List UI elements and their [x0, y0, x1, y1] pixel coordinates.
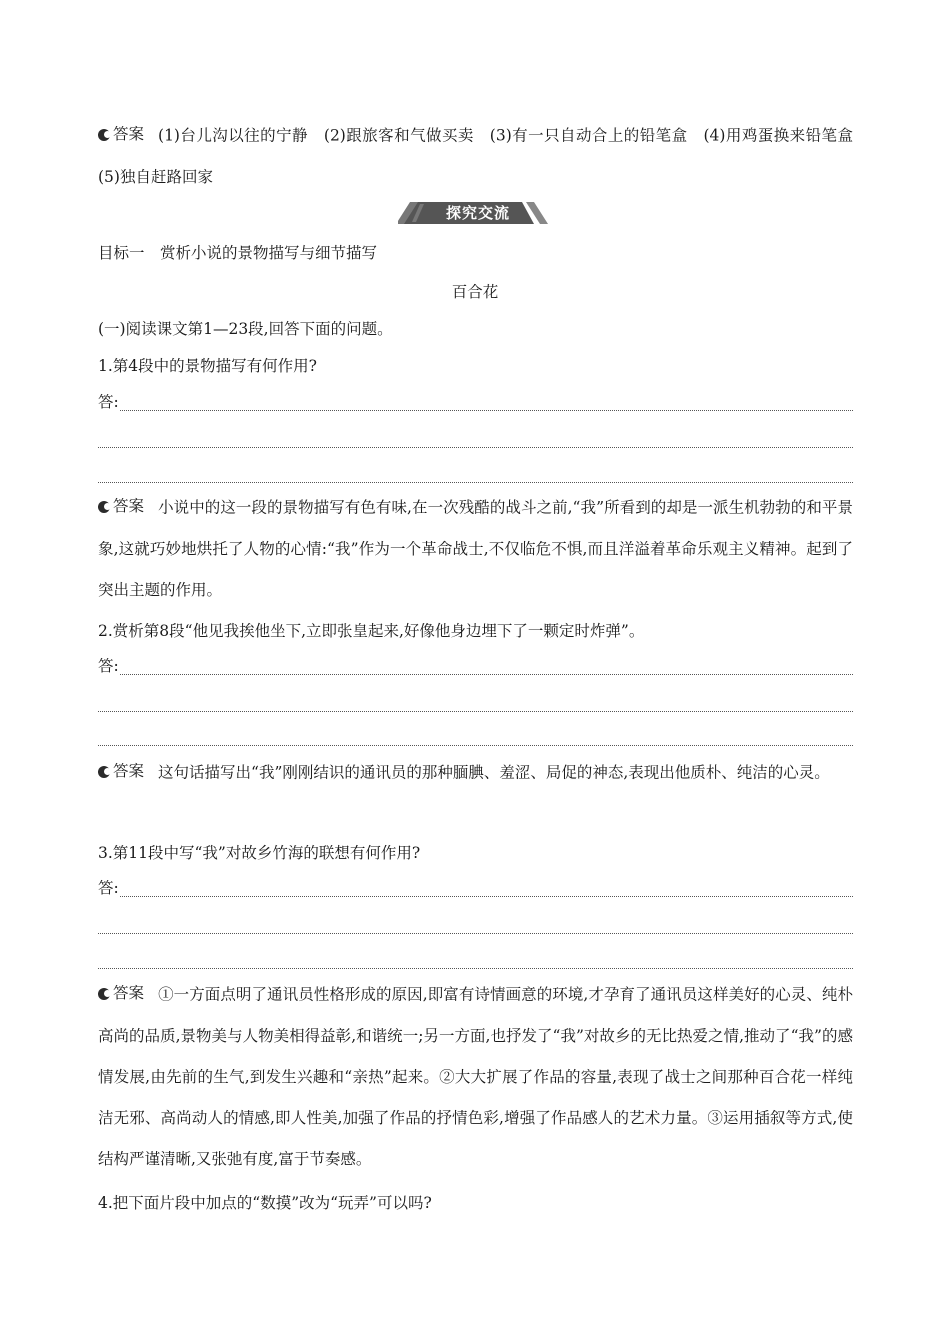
answer-tag: [98, 973, 144, 1014]
instruction: (一)阅读课文第1—23段,回答下面的问题。: [98, 320, 393, 338]
answer-field-3[interactable]: [98, 878, 853, 898]
answer-field-label: 答:: [98, 879, 119, 897]
answer-tag: [98, 486, 144, 527]
answer-line[interactable]: [98, 933, 853, 934]
question-4: 4.把下面片段中加点的“数摸”改为“玩弄”可以吗?: [98, 1194, 432, 1212]
banner-title: 探究交流: [445, 204, 510, 222]
answer-line[interactable]: [98, 482, 853, 483]
pre-answer-text: (1)台儿沟以往的宁静 (2)跟旅客和气做买卖 (3)有一只自动合上的铅笔盒 (4)用鸡蛋换来铅笔盒 (5)独自赶路回家: [98, 126, 869, 186]
answer-tag-label: 答案: [113, 125, 145, 143]
answer-3: [98, 973, 853, 1180]
answer-tag: [98, 114, 144, 155]
answer-2: [98, 751, 853, 794]
answer-text: 这句话描写出“我”刚刚结识的通讯员的那种腼腆、羞涩、局促的神态,表现出他质朴、纯洁的心灵。: [158, 763, 830, 782]
answer-text: ①一方面点明了通讯员性格形成的原因,即富有诗情画意的环境,才孕育了通讯员这样美好的心灵、纯朴高尚的品质,景物美与人物美相得益彰,和谐统一;另一方面,也抒发了“我”对故乡的无比热爱之情,推动了“我”的感情发展,由先前的生气,到发生兴趣和“亲热”起来。②大大扩展了作品的容量,表现了战士之间那种百合花一样纯洁无邪、高尚动人的情感,即人性美,加强了作品的抒情色彩,增强了作品感人的艺术力量。③运用插叙等方式,使结构严谨清晰,又张弛有度,富于节奏感。: [98, 985, 853, 1168]
answer-tag-label: 答案: [113, 497, 145, 515]
answer-line[interactable]: [98, 968, 853, 969]
answer-marker-icon: [98, 501, 110, 513]
answer-field-label: 答:: [98, 393, 119, 411]
answer-line[interactable]: [98, 447, 853, 448]
passage-title: 百合花: [451, 283, 499, 301]
answer-line: [120, 674, 853, 675]
answer-tag-label: 答案: [113, 762, 145, 780]
answer-field-1[interactable]: [98, 392, 853, 412]
answer-marker-icon: [98, 988, 110, 1000]
answer-marker-icon: [98, 766, 110, 778]
answer-field-2[interactable]: [98, 656, 853, 676]
answer-line[interactable]: [98, 745, 853, 746]
answer-line: [120, 410, 853, 411]
answer-field-label: 答:: [98, 657, 119, 675]
question-3: 3.第11段中写“我”对故乡竹海的联想有何作用?: [98, 844, 421, 862]
pre-answer: [98, 114, 869, 198]
section-banner: [398, 202, 552, 224]
question-1: 1.第4段中的景物描写有何作用?: [98, 357, 317, 375]
answer-marker-icon: [98, 129, 110, 141]
section-title: 目标一 赏析小说的景物描写与细节描写: [98, 244, 378, 262]
answer-line[interactable]: [98, 711, 853, 712]
question-2: 2.赏析第8段“他见我挨他坐下,立即张皇起来,好像他身边埋下了一颗定时炸弹”。: [98, 622, 645, 640]
answer-tag: [98, 751, 144, 792]
answer-line: [120, 896, 853, 897]
answer-tag-label: 答案: [113, 984, 145, 1002]
answer-1: [98, 486, 853, 611]
answer-text: 小说中的这一段的景物描写有色有味,在一次残酷的战斗之前,“我”所看到的却是一派生机勃勃的和平景象,这就巧妙地烘托了人物的心情:“我”作为一个革命战士,不仅临危不惧,而且洋溢着革命乐观主义精神。起到了突出主题的作用。: [98, 498, 853, 599]
